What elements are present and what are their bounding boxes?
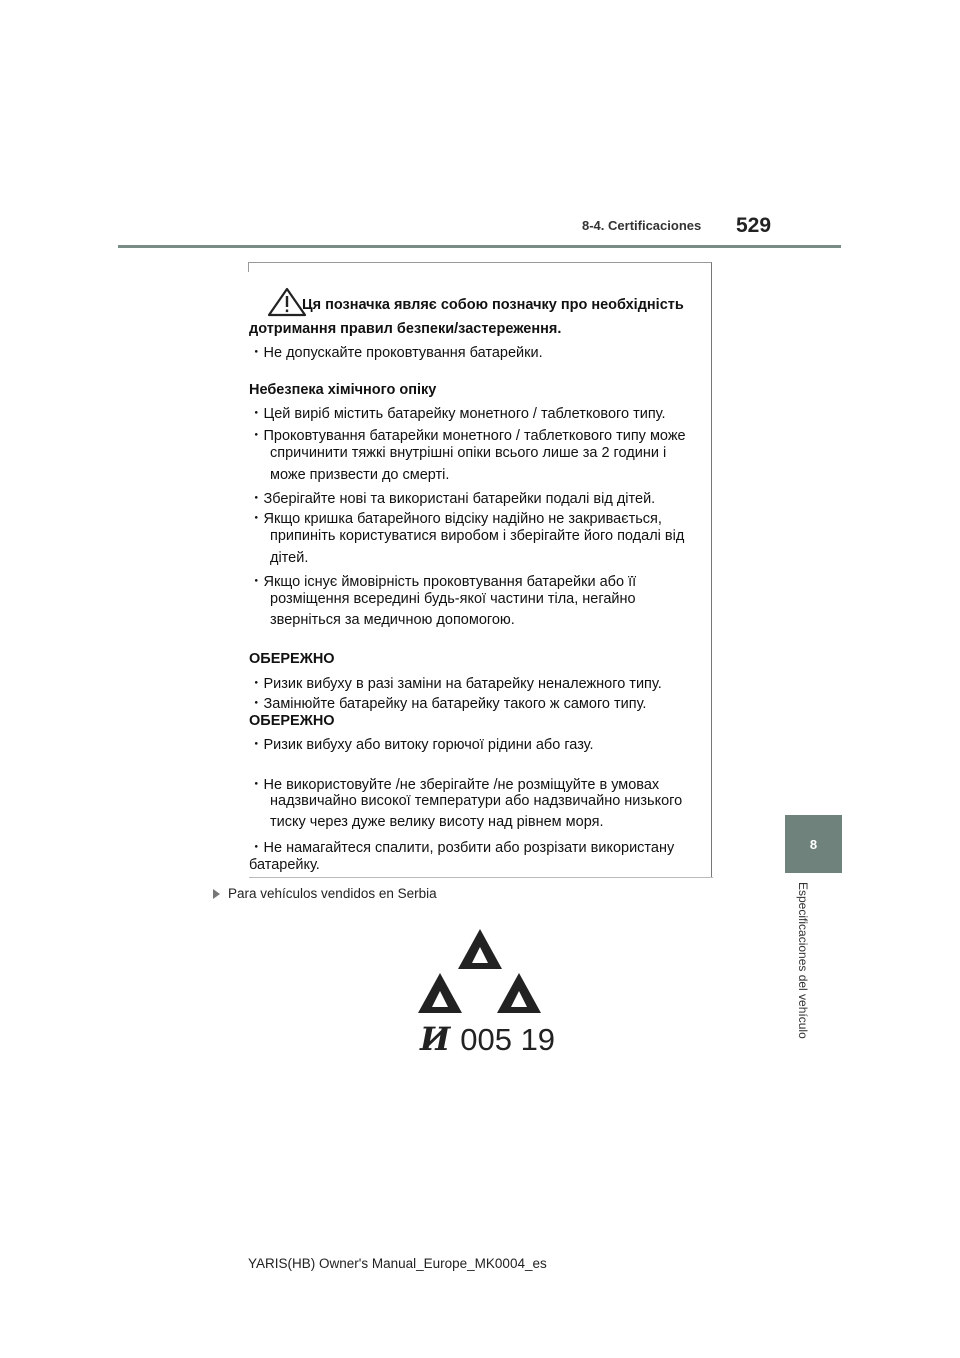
warning-line: ・Замінюйте батарейку на батарейку такого ж самого типу.: [249, 696, 647, 712]
chapter-number: 8: [809, 836, 818, 852]
warning-line: дітей.: [270, 550, 309, 566]
warning-line: ОБЕРЕЖНО: [249, 713, 335, 729]
warning-box-bottom-rule: [249, 877, 713, 878]
warning-line: ・Ризик вибуху в разі заміни на батарейку неналежного типу.: [249, 676, 662, 692]
warning-line: спричинити тяжкі внутрішні опіки всього лише за 2 години і: [270, 445, 667, 461]
serbia-mark-code: 005 19: [460, 1022, 556, 1057]
chapter-side-label: Especificaciones del vehículo: [796, 882, 810, 1039]
serbia-certification-mark-icon: [418, 925, 548, 1015]
serbia-code: [420, 1020, 555, 1058]
warning-line: ・Не допускайте проковтування батарейки.: [249, 345, 543, 361]
warning-line: розміщення всередині будь-якої частини тіла, негайно: [270, 591, 636, 607]
warning-line: Ця позначка являє собою позначку про необхідність: [302, 297, 684, 313]
warning-line: зверніться за медичною допомогою.: [270, 612, 515, 628]
footer-manual-title: YARIS(HB) Owner's Manual_Europe_MK0004_es: [248, 1256, 547, 1271]
warning-line: ・Не намагайтеся спалити, розбити або розрізати використану: [249, 840, 675, 856]
warning-line: ・Якщо кришка батарейного відсіку надійно не закривається,: [249, 511, 662, 527]
warning-line: припиніть користуватися виробом і зберігайте його подалі від: [270, 528, 685, 544]
warning-triangle-icon: [267, 287, 307, 317]
serbia-heading: [213, 886, 437, 901]
chapter-tab[interactable]: [785, 815, 842, 873]
warning-line: дотримання правил безпеки/застереження.: [249, 321, 562, 337]
warning-line: ・Цей виріб містить батарейку монетного / таблеткового типу.: [249, 406, 666, 422]
warning-line: може призвести до смерті.: [270, 467, 450, 483]
serbia-label: Para vehículos vendidos en Serbia: [228, 886, 437, 901]
warning-line: ・Якщо існує ймовірність проковтування батарейки або її: [249, 574, 637, 590]
page-header-section: 8-4. Certificaciones: [582, 218, 702, 233]
warning-line: Небезпека хімічного опіку: [249, 382, 437, 398]
triangle-bullet-icon: [213, 889, 220, 899]
warning-line: ・Проковтування батарейки монетного / таблеткового типу може: [249, 428, 686, 444]
warning-line: надзвичайно високої температури або надзвичайно низького: [270, 793, 683, 809]
warning-line: батарейку.: [249, 857, 320, 873]
warning-box: [249, 262, 712, 878]
warning-line: ・Не використовуйте /не зберігайте /не розміщуйте в умовах: [249, 777, 660, 793]
page-number: 529: [736, 214, 772, 237]
warning-line: тиску через дуже велику висоту над рівнем моря.: [270, 814, 604, 830]
serbia-mark-letter: И: [420, 1020, 451, 1058]
warning-line: ・Зберігайте нові та використані батарейки подалі від дітей.: [249, 491, 656, 507]
header-divider: [118, 245, 841, 248]
warning-line: ОБЕРЕЖНО: [249, 651, 335, 667]
warning-line: ・Ризик вибуху або витоку горючої рідини або газу.: [249, 737, 594, 753]
